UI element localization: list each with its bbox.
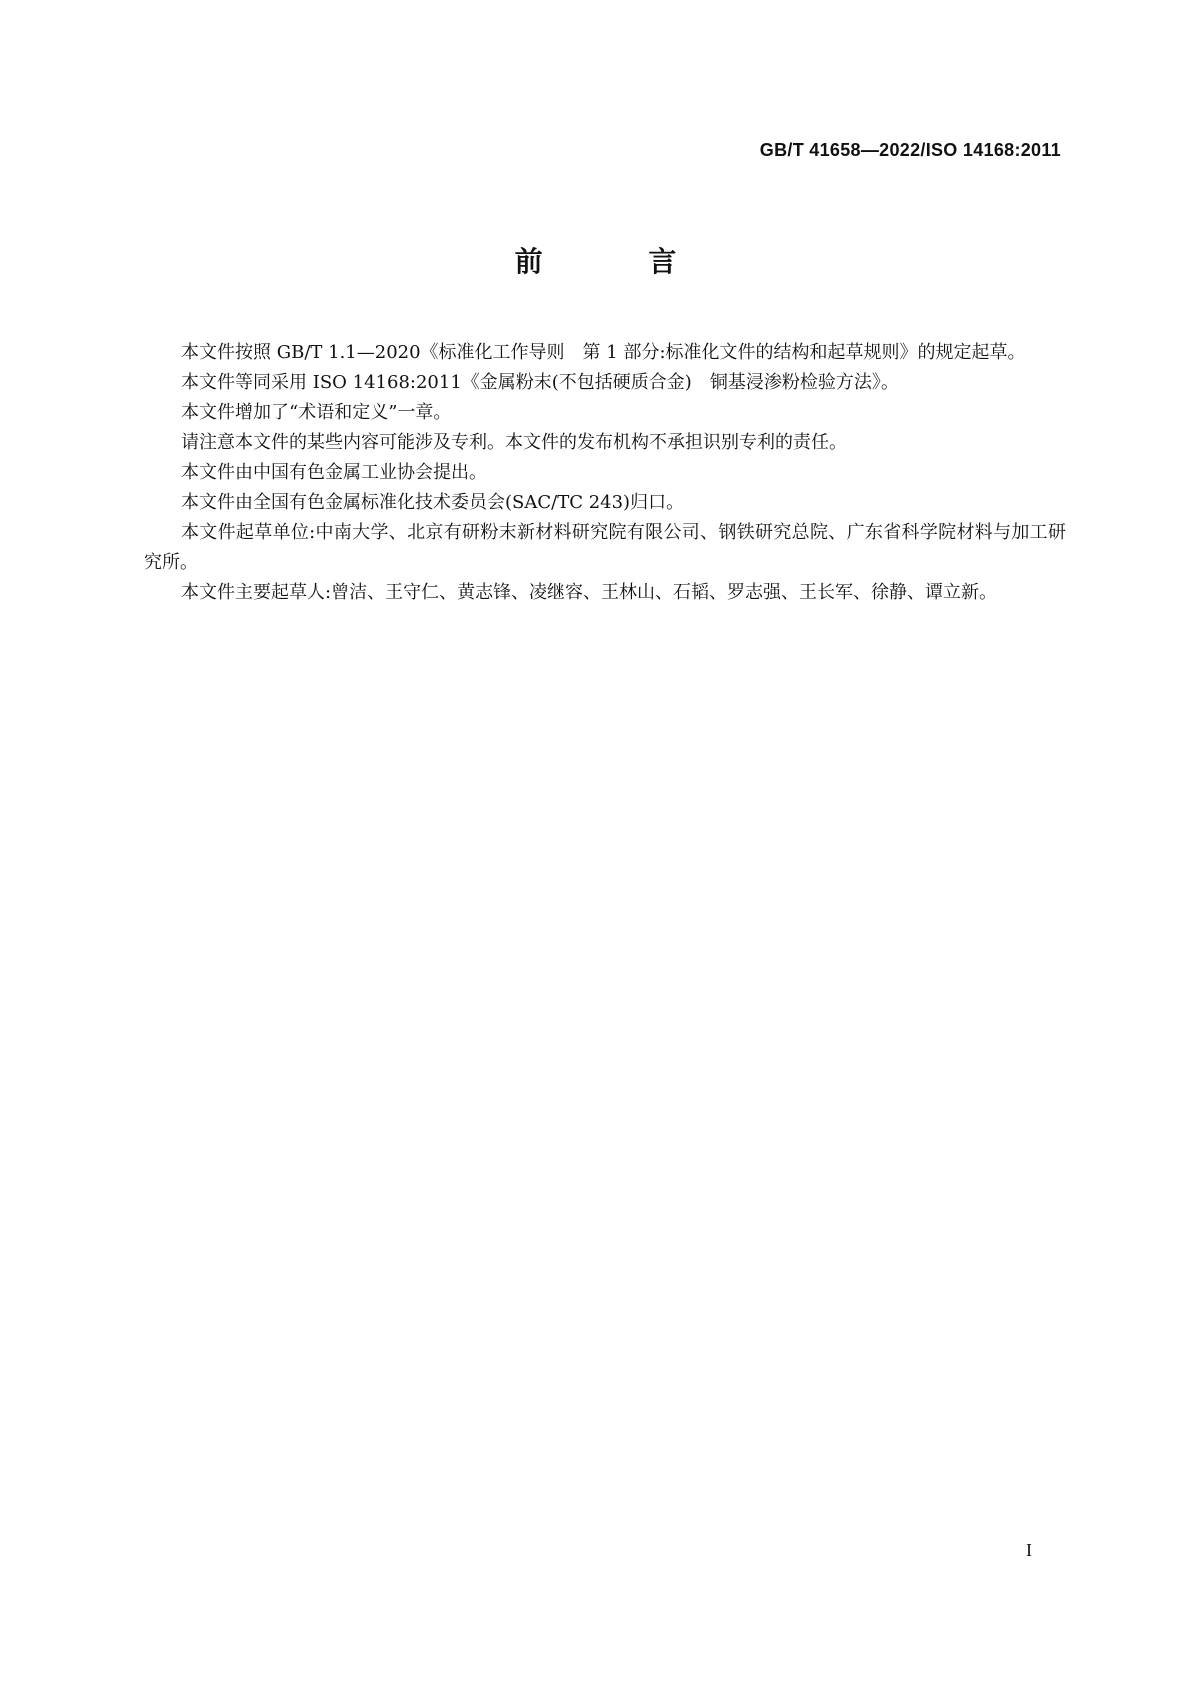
page-number: I: [1026, 1540, 1032, 1560]
foreword-body: [144, 338, 1066, 608]
paragraph-drafting-units: 本文件起草单位:中南大学、北京有研粉末新材料研究院有限公司、钢铁研究总院、广东省科学院材料与加工研究所。: [144, 522, 1066, 573]
page-title: 前 言: [514, 245, 725, 278]
standard-code: GB/T 41658—2022/ISO 14168:2011: [759, 140, 1061, 160]
paragraph-committee: 本文件由全国有色金属标准化技术委员会(SAC/TC 243)归口。: [181, 492, 685, 513]
paragraph-terms-added: 本文件增加了“术语和定义”一章。: [181, 402, 452, 423]
paragraph-drafting-rules: 本文件按照 GB/T 1.1—2020《标准化工作导则 第 1 部分:标准化文件的结构和起草规则》的规定起草。: [181, 342, 1026, 363]
paragraph-adoption: 本文件等同采用 ISO 14168:2011《金属粉末(不包括硬质合金) 铜基浸渗粉检验方法》。: [181, 372, 899, 393]
paragraph-patent-notice: 请注意本文件的某些内容可能涉及专利。本文件的发布机构不承担识别专利的责任。: [181, 432, 847, 453]
paragraph-proposer: 本文件由中国有色金属工业协会提出。: [181, 462, 487, 483]
paragraph-drafters: 本文件主要起草人:曾洁、王守仁、黄志锋、凌继容、王林山、石韬、罗志强、王长军、徐静、谭立新。: [181, 582, 998, 603]
